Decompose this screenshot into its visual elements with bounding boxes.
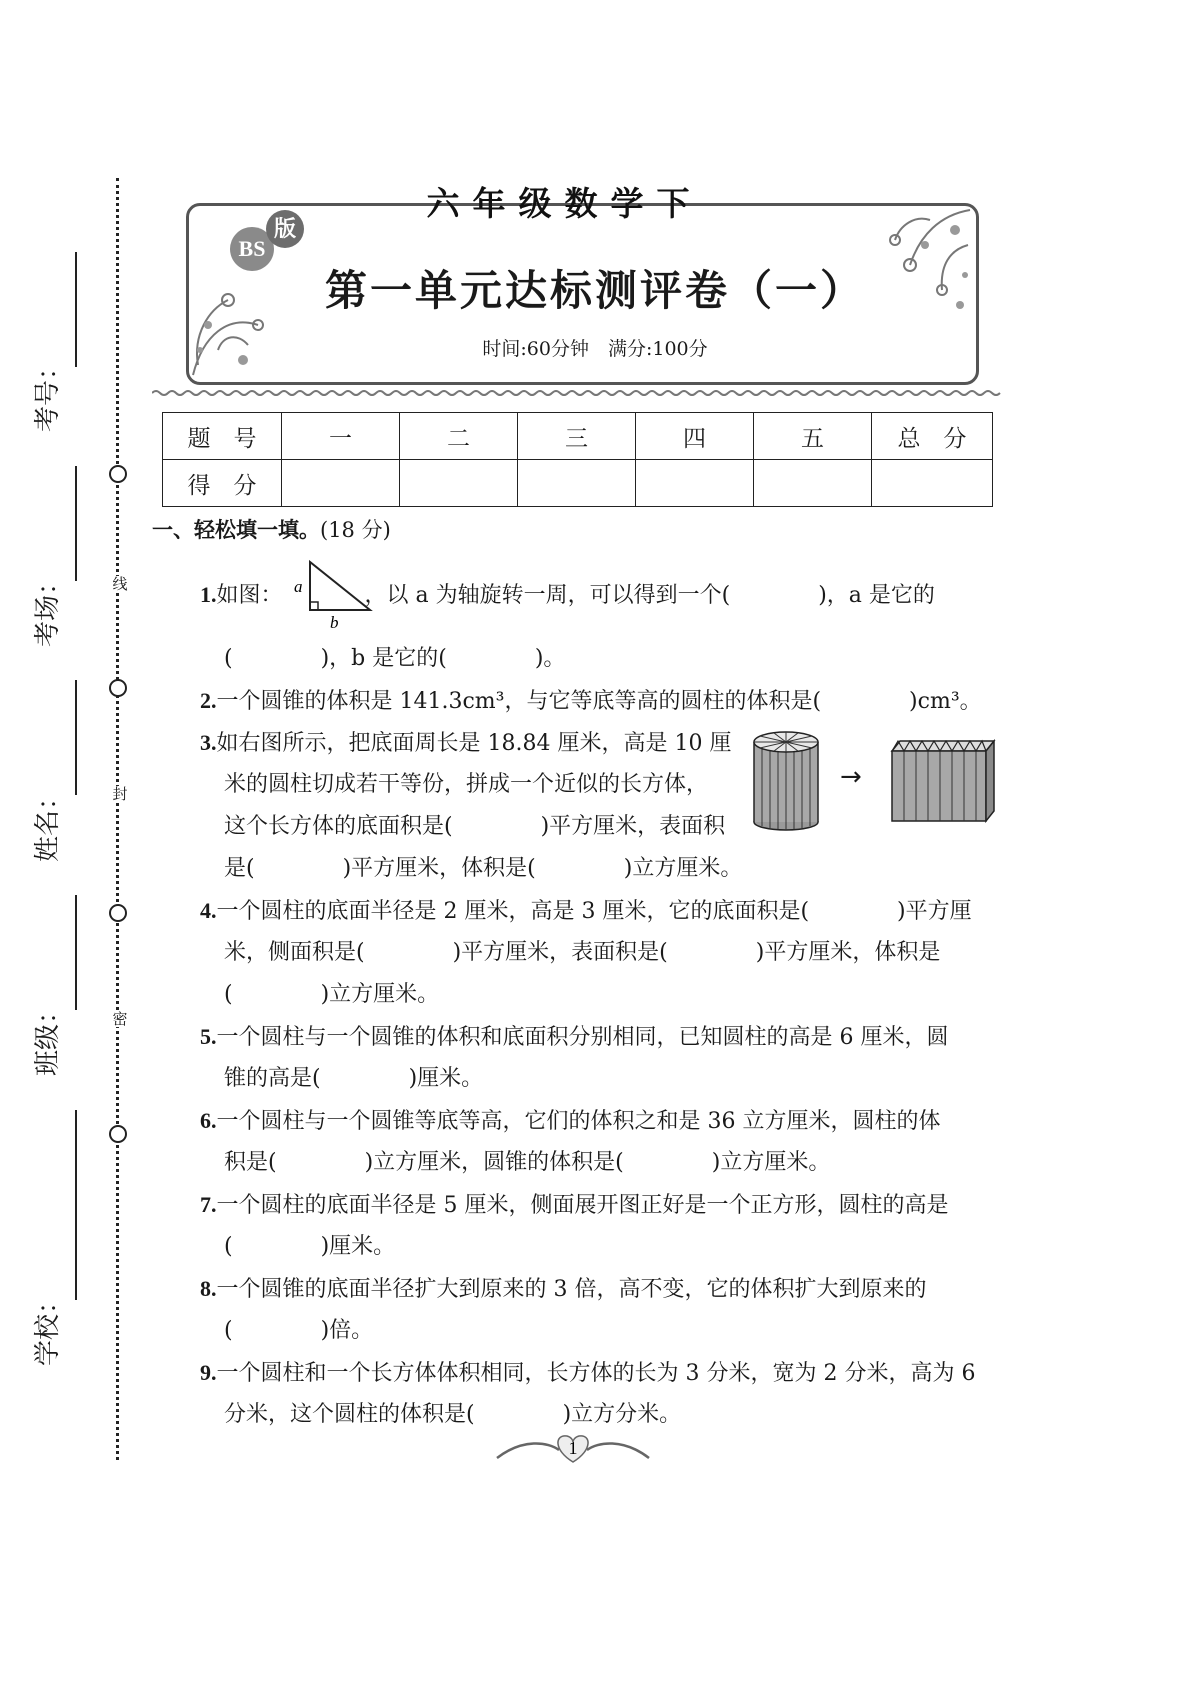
question-text: 积是( )立方厘米，圆锥的体积是( )立方厘米。 — [224, 1150, 831, 1175]
binding-ring — [109, 904, 127, 922]
table-header-cell: 四 — [636, 413, 754, 460]
score-cell[interactable] — [282, 460, 400, 507]
score-cell[interactable] — [518, 460, 636, 507]
school-line[interactable] — [75, 1110, 77, 1300]
table-header-cell: 二 — [400, 413, 518, 460]
score-table — [162, 412, 993, 507]
question-8 — [200, 1268, 1000, 1311]
name-line[interactable] — [75, 680, 77, 795]
binding-ring — [109, 679, 127, 697]
question-number: 7. — [200, 1192, 217, 1217]
exam-number-line[interactable] — [75, 252, 77, 367]
question-number: 5. — [200, 1024, 217, 1049]
exam-number-label: 考号： — [33, 353, 63, 432]
question-7 — [200, 1184, 1000, 1227]
class-label: 班级： — [33, 997, 63, 1076]
grade-char: 六 — [426, 184, 460, 223]
class-line[interactable] — [75, 895, 77, 1010]
school-label: 学校： — [33, 1287, 63, 1366]
question-6 — [200, 1100, 1000, 1143]
page-number-ornament — [493, 1428, 653, 1464]
grade-char: 下 — [656, 184, 690, 223]
question-text: 一个圆锥的体积是 141.3cm³，与它等底等高的圆柱的体积是( )cm³。 — [216, 689, 982, 714]
cut-mark-seal: 封 — [112, 785, 128, 803]
question-9 — [200, 1352, 1000, 1395]
question-2 — [200, 680, 1000, 723]
question-text: 米的圆柱切成若干等份，拼成一个近似的长方体， — [224, 772, 709, 797]
grade-char: 年 — [472, 184, 506, 223]
binding-ring — [109, 465, 127, 483]
cylinder-figure — [750, 728, 822, 834]
edition-badge-bs: BS — [230, 227, 274, 271]
question-3 — [200, 722, 740, 765]
question-number: 4. — [200, 898, 217, 923]
section-title-text: 一、轻松填一填。 — [152, 518, 320, 542]
question-text: ( )倍。 — [224, 1318, 374, 1343]
question-text: 是( )平方厘米，体积是( )立方厘米。 — [224, 856, 743, 881]
score-cell[interactable] — [636, 460, 754, 507]
question-text: ( )，b 是它的( )。 — [224, 646, 566, 671]
question-text: ，以 a 为轴旋转一周，可以得到一个( )，a 是它的 — [364, 583, 935, 608]
question-number: 9. — [200, 1360, 217, 1385]
figure-label-b: b — [330, 613, 339, 630]
page-number: 1 — [568, 1438, 578, 1458]
table-header-cell: 题 号 — [163, 413, 282, 460]
page-title: 第一单元达标测评卷（一） — [324, 266, 865, 315]
table-header-cell: 总 分 — [872, 413, 993, 460]
score-table-header-row — [163, 413, 993, 460]
question-number: 2. — [200, 688, 217, 713]
section-title — [152, 514, 391, 544]
question-text: 锥的高是( )厘米。 — [224, 1066, 484, 1091]
question-number: 8. — [200, 1276, 217, 1301]
question-text: 一个圆锥的底面半径扩大到原来的 3 倍，高不变，它的体积扩大到原来的 — [216, 1277, 927, 1302]
figure-label-a: a — [294, 577, 303, 596]
question-text: 一个圆柱的底面半径是 5 厘米，侧面展开图正好是一个正方形，圆柱的高是 — [216, 1193, 949, 1218]
binding-dotted-line — [116, 178, 119, 1460]
question-text: 如图： — [216, 583, 283, 608]
right-triangle-figure — [292, 558, 374, 630]
cuboid-figure — [890, 735, 1000, 825]
question-text: 一个圆柱的底面半径是 2 厘米，高是 3 厘米，它的底面积是( )平方厘 — [216, 899, 972, 924]
table-header-cell: 三 — [518, 413, 636, 460]
question-number: 6. — [200, 1108, 217, 1133]
score-row-label: 得 分 — [163, 460, 282, 507]
grade-char: 学 — [610, 184, 644, 223]
score-cell[interactable] — [400, 460, 518, 507]
question-text: 一个圆柱和一个长方体体积相同，长方体的长为 3 分米，宽为 2 分米，高为 6 — [216, 1361, 976, 1386]
wavy-divider — [152, 389, 1004, 397]
question-text: 一个圆柱与一个圆锥的体积和底面积分别相同，已知圆柱的高是 6 厘米，圆 — [216, 1025, 949, 1050]
name-label: 姓名： — [33, 783, 63, 862]
cut-mark-secret: 密 — [112, 1010, 128, 1028]
question-5 — [200, 1016, 1000, 1059]
score-cell[interactable] — [754, 460, 872, 507]
question-text: 如右图所示，把底面周长是 18.84 厘米，高是 10 厘 — [216, 731, 732, 756]
exam-time-score: 时间:60分钟 满分:100分 — [482, 338, 708, 360]
question-number: 3. — [200, 730, 217, 755]
grade-char: 数 — [564, 184, 598, 223]
score-cell[interactable] — [872, 460, 993, 507]
edition-badge-ban: 版 — [266, 210, 304, 248]
question-text: ( )厘米。 — [224, 1234, 396, 1259]
question-text: 一个圆柱与一个圆锥等底等高，它们的体积之和是 36 立方厘米，圆柱的体 — [216, 1109, 941, 1134]
question-4 — [200, 890, 1000, 933]
floral-ornament-left — [188, 255, 268, 380]
exam-room-label: 考场： — [33, 568, 63, 647]
grade-banner — [420, 180, 696, 228]
cut-mark-line: 线 — [112, 575, 128, 593]
table-header-cell: 一 — [282, 413, 400, 460]
question-text: ( )立方厘米。 — [224, 982, 440, 1007]
question-text: 这个长方体的底面积是( )平方厘米，表面积 — [224, 814, 726, 839]
question-text: 米，侧面积是( )平方厘米，表面积是( )平方厘米，体积是 — [224, 940, 941, 965]
exam-room-line[interactable] — [75, 466, 77, 581]
score-table-score-row — [163, 460, 993, 507]
binding-ring — [109, 1125, 127, 1143]
question-text: 分米，这个圆柱的体积是( )立方分米。 — [224, 1402, 682, 1427]
grade-char: 级 — [518, 184, 552, 223]
section-points: (18 分) — [320, 518, 391, 542]
arrow-icon: → — [840, 762, 862, 792]
table-header-cell: 五 — [754, 413, 872, 460]
question-number: 1. — [200, 582, 217, 607]
